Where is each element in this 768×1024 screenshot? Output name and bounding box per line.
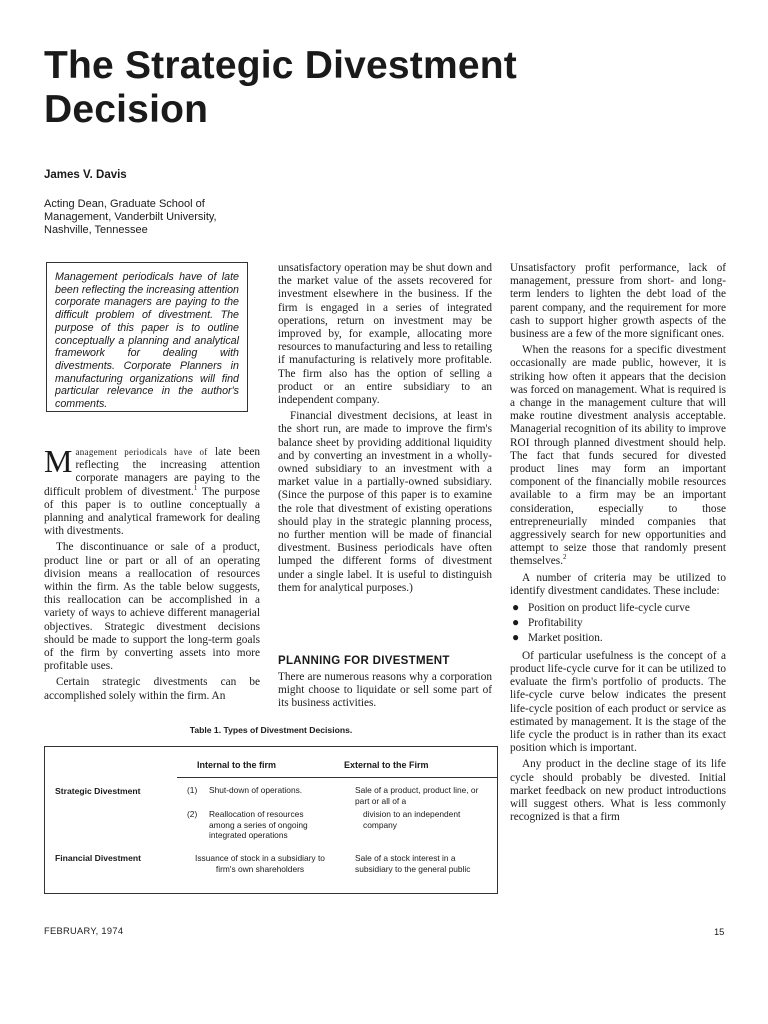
table-cell: Reallocation of resources among a series of ongoing integrated operations	[209, 809, 308, 840]
table-cell: Sale of a product, product line, or part or all of a	[355, 785, 479, 806]
table-header-internal: Internal to the firm	[197, 760, 277, 770]
author-name: James V. Davis	[44, 169, 127, 181]
intro-text-end: The purpose of this paper is to outline conceptually a planning and analytical framework for dealing with divestments.	[44, 485, 260, 538]
section-heading: PLANNING FOR DIVESTMENT	[278, 655, 450, 667]
table-caption: Table 1. Types of Divestment Decisions.	[189, 725, 353, 735]
intro-paragraph	[44, 443, 261, 538]
article-title	[44, 44, 644, 132]
table-cell: Issuance of stock in a subsidiary to firm's own shareholders	[195, 853, 325, 874]
paragraph: Certain strategic divestments can be accomplished solely within the firm. An	[44, 676, 260, 702]
table-cell: Sale of a stock interest in a subsidiary to the general public	[355, 853, 471, 874]
abstract-box: Management periodicals have of late been reflecting the increasing attention corporate managers are paying to the difficult problem of divestment. The purpose of this paper is to outline conceptually a planning and analytical framework for dealing with divestments. Corporate Planners in manufacturing organizations will find particular relevance in the author's comments.	[46, 262, 248, 412]
row-label-strategic: Strategic Divestment	[55, 786, 141, 796]
table-cell: Shut-down of operations.	[209, 785, 303, 795]
divestment-table	[44, 746, 498, 894]
affiliation-line-3: Nashville, Tennessee	[44, 224, 148, 236]
criteria-list	[510, 602, 726, 646]
table-header-rule	[177, 777, 497, 778]
table-header-external: External to the Firm	[344, 760, 429, 770]
footnote-ref-2: 2	[563, 553, 567, 562]
body-column-2-continued	[278, 671, 492, 711]
author-affiliation	[44, 198, 254, 237]
footer-date: FEBRUARY, 1974	[44, 926, 124, 936]
page-number: 15	[714, 927, 725, 937]
list-item: ● Market position.	[510, 632, 726, 645]
title-line-1: The Strategic Divestment	[44, 44, 517, 87]
table-cell: division to an independent company	[363, 809, 461, 830]
footnote-ref-1: 1	[193, 483, 198, 492]
title-line-2: Decision	[44, 88, 209, 131]
paragraph: unsatisfactory operation may be shut down and the market value of the assets recovered for investment elsewhere in the business. If the firm is engaged in a series of integrated operations, return on investment may be improved by, for example, allocating more resources to manufacturing and less to retailing if manufacturing is relatively more profitable. The firm also has the option of selling a product or an entire subsidiary to an independent company.	[278, 262, 492, 407]
paragraph: There are numerous reasons why a corporation might choose to liquidate or sell some part of its business activities.	[278, 671, 492, 710]
body-column-2	[278, 262, 492, 595]
row-label-financial: Financial Divestment	[55, 853, 141, 863]
paragraph: Unsatisfactory profit performance, lack of management, pressure from short- and long-term lenders to lighten the debt load of the parent company, and the requirement for more cash to support higher growth aspects of the business are a few of the more significant ones.	[510, 262, 726, 341]
table-cell-num: (2)	[187, 809, 198, 819]
paragraph: Financial divestment decisions, at least in the short run, are made to improve the firm's balance sheet by providing additional liquidity and by converting an investment in a wholly-owned subsidiary to an investment with a market value in a partially-owned subsidiary. (Since the purpose of this paper is to examine the role that divestment of existing operations should play in the strategic planning process, no further mention will be made of financial divestment. Business periodicals have often lumped the different forms of divestment under a single label. It is useful to distinguish them for analytical purposes.)	[278, 410, 492, 594]
intro-text: late been reflecting the increasing attention corporate managers are paying to the difficult problem of divestment.	[44, 446, 261, 498]
paragraph	[510, 344, 726, 568]
paragraph: The discontinuance or sale of a product, product line or part or all of an operating division means a reallocation of resources within the firm. As the table below suggests, this reallocation can be accomplished in a variety of ways to achieve different managerial objectives. Strategic divestment decisions should be made to support the long-term goals of the firm by converting assets into more profitable uses.	[44, 541, 260, 673]
paragraph: Any product in the decline stage of its life cycle should probably be divested. Initial market feedback on new product introductions will suggest others. What is less commonly recognized is that a firm	[510, 758, 726, 824]
affiliation-line-1: Acting Dean, Graduate School of	[44, 198, 205, 210]
body-column-3	[510, 262, 726, 824]
table-cell-num: (1)	[187, 785, 198, 795]
paragraph: Of particular usefulness is the concept of a product life-cycle curve for it can be utilized to evaluate the firm's portfolio of products. The life-cycle curve below indicates the present life-cycle position of each product or service as estimated by management. It is the stage of the life cycle the product is in rather than its exact position which is important.	[510, 649, 726, 755]
list-item: ● Position on product life-cycle curve	[510, 602, 726, 615]
body-column-1	[44, 443, 261, 703]
paragraph-text: When the reasons for a specific divestment occasionally are made public, however, it is striking how often it appears that the decision was forced on management. What is required is a change in the management culture that will make routine divestment analysis acceptable. Managerial recognition of its ability to improve ROI through planned divestment should help. The fact that funds secured for divested product lines may form an important component of the financially mobile resources available to a firm may be an important consideration, especially to those entrepreneurially minded companies that aggressively search for new opportunities and attempt to seize those that randomly present themselves.	[510, 344, 726, 568]
affiliation-line-2: Management, Vanderbilt University,	[44, 211, 217, 223]
paragraph: A number of criteria may be utilized to identify divestment candidates. These include:	[510, 571, 726, 597]
drop-cap: M	[44, 443, 73, 479]
list-item: ● Profitability	[510, 617, 726, 630]
small-caps-lead: anagement periodicals have of	[75, 447, 208, 457]
